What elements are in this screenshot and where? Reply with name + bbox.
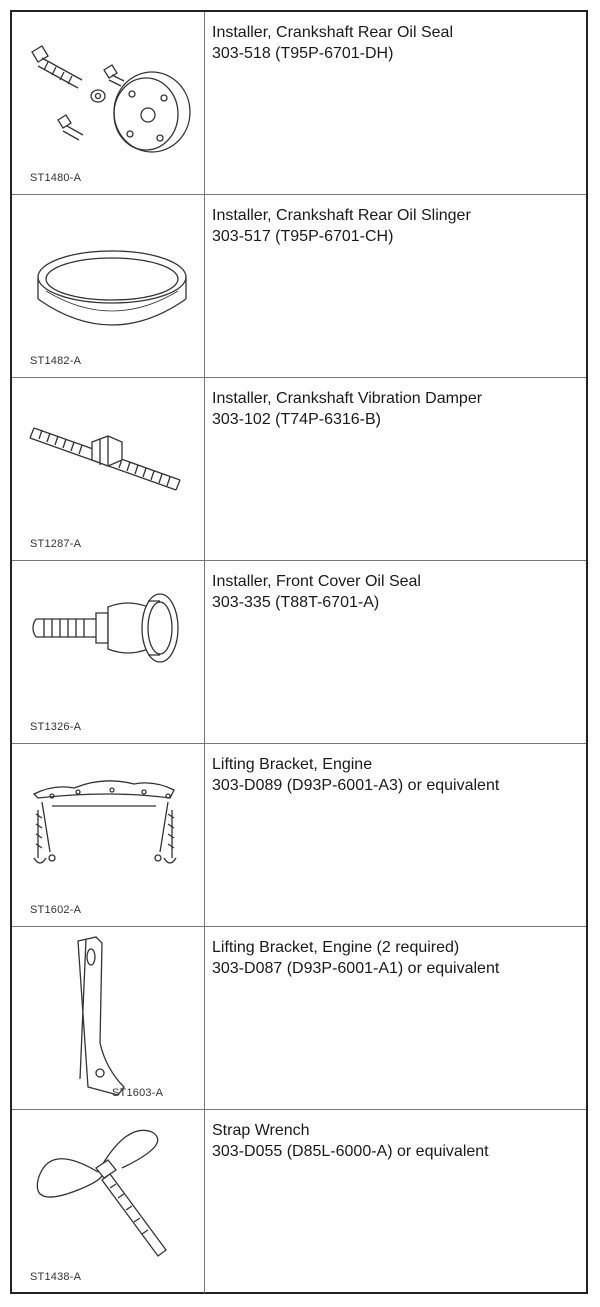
slinger-ring-icon: [12, 195, 205, 378]
illustration-ref-code: ST1438-A: [30, 1271, 82, 1283]
table-row: [12, 744, 586, 927]
tool-description: [212, 571, 580, 613]
special-tools-table: [10, 10, 588, 1294]
tool-part-number: 303-518 (T95P-6701-DH): [212, 45, 394, 62]
tool-name: Lifting Bracket, Engine (2 required): [212, 939, 460, 956]
tool-illustration-cell: [12, 1110, 205, 1293]
lifting-bracket-icon: [12, 927, 205, 1110]
tool-illustration-cell: [12, 744, 205, 926]
threaded-rod-icon: [12, 378, 205, 561]
tool-description: [212, 754, 580, 796]
tool-description: [212, 22, 580, 64]
table-row: [12, 378, 586, 561]
tool-part-number: 303-D055 (D85L-6000-A) or equivalent: [212, 1143, 489, 1160]
tool-illustration-cell: [12, 927, 205, 1109]
tool-name: Installer, Crankshaft Vibration Damper: [212, 390, 483, 407]
illustration-ref-code: ST1480-A: [30, 172, 82, 184]
illustration-ref-code: ST1482-A: [30, 355, 82, 367]
tool-part-number: 303-102 (T74P-6316-B): [212, 411, 381, 428]
tool-name: Installer, Crankshaft Rear Oil Seal: [212, 24, 453, 41]
tool-illustration-cell: [12, 378, 205, 560]
tool-description: [212, 1120, 580, 1162]
tool-part-number: 303-335 (T88T-6701-A): [212, 594, 380, 611]
tool-part-number: 303-D089 (D93P-6001-A3) or equivalent: [212, 777, 500, 794]
table-row: [12, 1110, 586, 1293]
strap-wrench-icon: [12, 1110, 205, 1293]
tool-name: Installer, Crankshaft Rear Oil Slinger: [212, 207, 471, 224]
table-row: [12, 561, 586, 744]
tool-illustration-cell: [12, 12, 205, 194]
lifting-bracket-chain-icon: [12, 744, 205, 927]
table-row: [12, 12, 586, 195]
tool-description: [212, 388, 580, 430]
tool-description: [212, 937, 580, 979]
illustration-ref-code: ST1602-A: [30, 904, 82, 916]
tool-illustration-cell: [12, 195, 205, 377]
table-row: [12, 927, 586, 1110]
tool-illustration-cell: [12, 561, 205, 743]
front-seal-installer-icon: [12, 561, 205, 744]
illustration-ref-code: ST1603-A: [112, 1087, 164, 1099]
seal-installer-icon: [12, 12, 205, 195]
tool-part-number: 303-517 (T95P-6701-CH): [212, 228, 394, 245]
tool-name: Strap Wrench: [212, 1122, 310, 1139]
illustration-ref-code: ST1287-A: [30, 538, 82, 550]
tool-part-number: 303-D087 (D93P-6001-A1) or equivalent: [212, 960, 500, 977]
tool-name: Lifting Bracket, Engine: [212, 756, 373, 773]
illustration-ref-code: ST1326-A: [30, 721, 82, 733]
tool-description: [212, 205, 580, 247]
table-row: [12, 195, 586, 378]
tool-name: Installer, Front Cover Oil Seal: [212, 573, 421, 590]
